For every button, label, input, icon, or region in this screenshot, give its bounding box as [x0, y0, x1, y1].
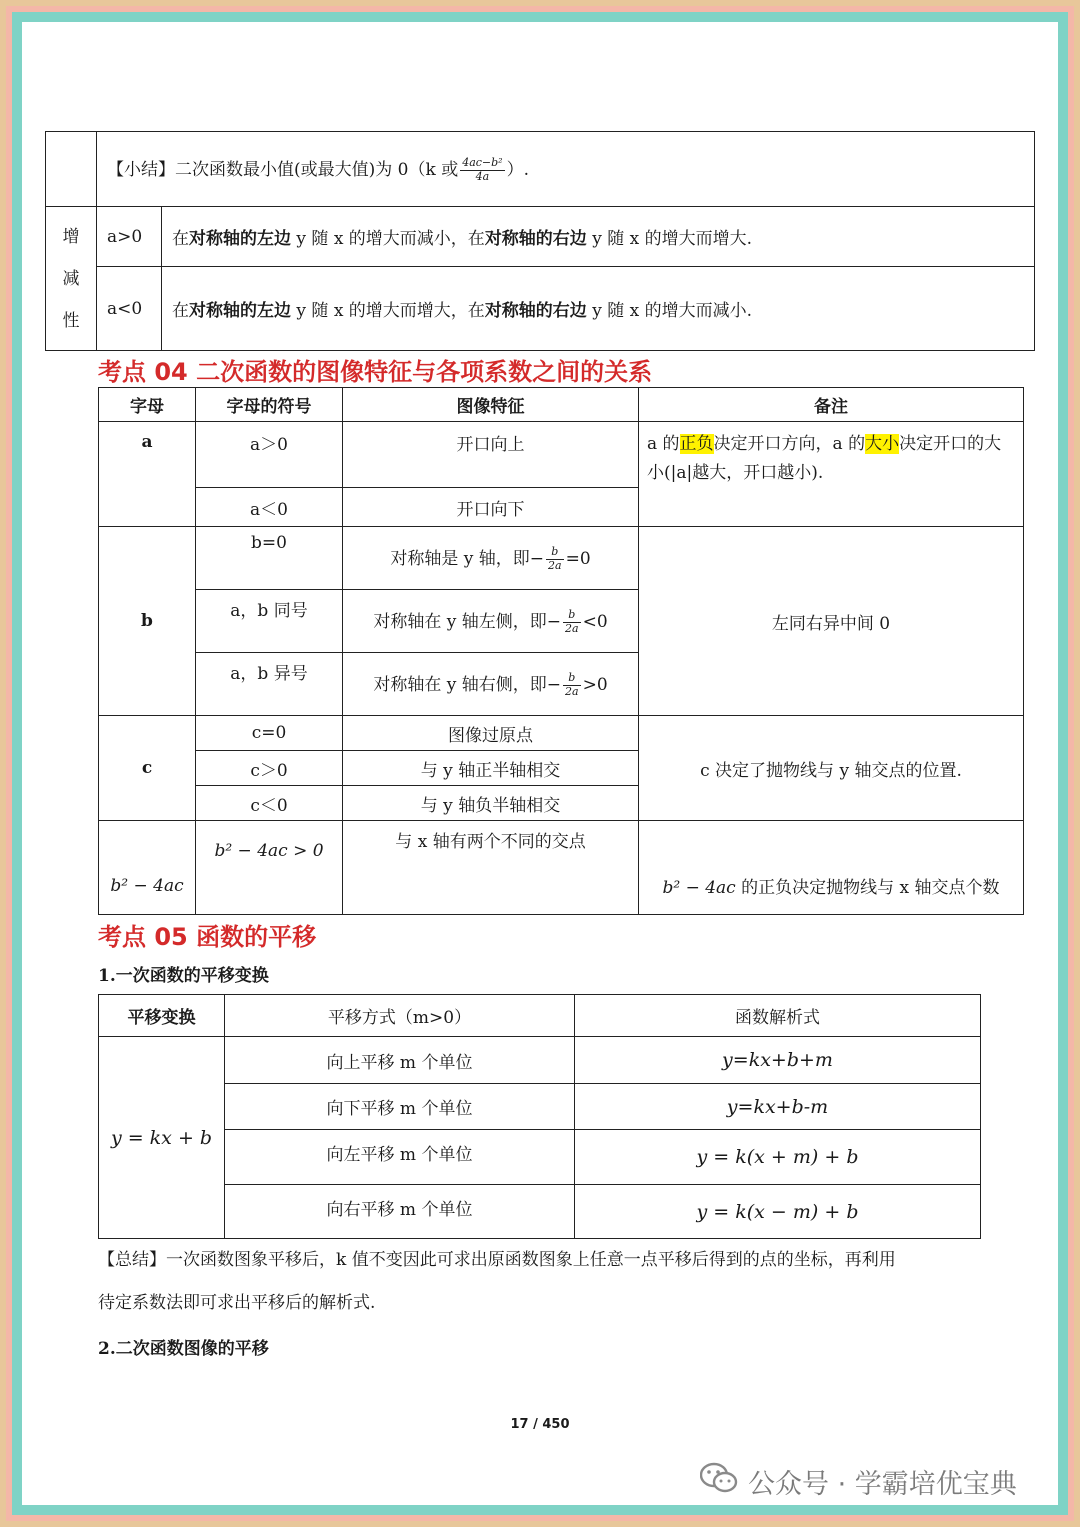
summary-fraction [460, 157, 504, 183]
way-cell: 向右平移 m 个单位 [225, 1185, 575, 1239]
formula-cell: y=kx+b-m [575, 1084, 981, 1130]
monotonic-text: 在对称轴的左边 y 随 x 的增大而增大，在对称轴的右边 y 随 x 的增大而减小. [162, 267, 1035, 351]
col-header: 备注 [639, 388, 1024, 422]
col-header: 字母 [99, 388, 196, 422]
sign-cell: c=0 [196, 716, 343, 751]
note-b: 左同右异中间 0 [639, 527, 1024, 716]
feature-cell: 开口向上 [343, 422, 639, 488]
section04-heading: 考点 04 二次函数的图像特征与各项系数之间的关系 [98, 358, 653, 386]
col-header: 图像特征 [343, 388, 639, 422]
summary-frac-num: 4ac−b² [462, 156, 503, 170]
summary-cell [97, 132, 1035, 207]
feature-cell: 对称轴在 y 轴左侧，即− $\frac{b}{2a}$ <0 [343, 590, 639, 653]
subheading-quadratic-shift: 2.二次函数图像的平移 [98, 1339, 269, 1359]
table-header-row [99, 995, 981, 1037]
table-row [99, 1130, 981, 1185]
page-number: 17 / 450 [510, 1417, 570, 1432]
section05-heading: 考点 05 函数的平移 [98, 923, 317, 951]
watermark-text: 公众号 · 学霸培优宝典 [748, 1469, 1017, 1500]
monotonic-cond: a<0 [97, 267, 162, 351]
table-row [99, 1185, 981, 1239]
feature-cell: 与 x 轴有两个不同的交点 [343, 821, 639, 915]
sign-cell: c＞0 [196, 751, 343, 786]
letter-b: b [99, 527, 196, 716]
monotonic-row-2 [46, 267, 1035, 351]
note-a: a 的正负决定开口方向，a 的大小决定开口的大小(|a|越大，开口越小). [639, 422, 1024, 527]
wechat-icon [700, 1462, 738, 1501]
monotonic-text: 在对称轴的左边 y 随 x 的增大而减小，在对称轴的右边 y 随 x 的增大而增大. [162, 207, 1035, 267]
note-discriminant: b² − 4ac 的正负决定抛物线与 x 轴交点个数 [639, 821, 1024, 915]
summary-line-1: 【总结】一次函数图象平移后，k 值不变因此可求出原函数图象上任意一点平移后得到的点的坐标，再利用 [98, 1250, 896, 1270]
feature-cell: 图像过原点 [343, 716, 639, 751]
col-header: 平移变换 [99, 995, 225, 1037]
sign-cell: b² − 4ac > 0 [196, 821, 343, 915]
col-header: 平移方式（m>0） [225, 995, 575, 1037]
way-cell: 向上平移 m 个单位 [225, 1037, 575, 1084]
formula-cell: y = k(x + m) + b [575, 1130, 981, 1185]
table-row [99, 821, 1024, 915]
b-fraction: $\frac{b}{2a}$ [565, 671, 579, 698]
feature-cell: 对称轴是 y 轴，即− $\frac{b}{2a}$ =0 [343, 527, 639, 590]
watermark [700, 1462, 1017, 1501]
feature-cell: 开口向下 [343, 488, 639, 527]
table-row [99, 527, 1024, 590]
summary-monotonic-table [45, 131, 1035, 351]
sign-cell: a，b 异号 [196, 653, 343, 716]
sign-cell: a，b 同号 [196, 590, 343, 653]
empty-cell [46, 132, 97, 207]
letter-discriminant: b² − 4ac [99, 821, 196, 915]
feature-cell: 与 y 轴负半轴相交 [343, 786, 639, 821]
subheading-linear-shift: 1.一次函数的平移变换 [98, 966, 269, 986]
table-header-row [99, 388, 1024, 422]
table-row [99, 716, 1024, 751]
letter-a: a [99, 422, 196, 527]
summary-row [46, 132, 1035, 207]
sign-cell: a＞0 [196, 422, 343, 488]
monotonic-cond: a>0 [97, 207, 162, 267]
col-header: 字母的符号 [196, 388, 343, 422]
monotonic-label: 增 减 性 [46, 207, 97, 351]
feature-cell: 与 y 轴正半轴相交 [343, 751, 639, 786]
sign-cell: c＜0 [196, 786, 343, 821]
col-header: 函数解析式 [575, 995, 981, 1037]
original-function: y = kx + b [99, 1037, 225, 1239]
table-row [99, 1037, 981, 1084]
translation-table [98, 994, 981, 1239]
summary-frac-den: 4a [475, 169, 490, 183]
b-fraction: $\frac{b}{2a}$ [565, 608, 579, 635]
sign-cell: a＜0 [196, 488, 343, 527]
formula-cell: y = k(x − m) + b [575, 1185, 981, 1239]
way-cell: 向下平移 m 个单位 [225, 1084, 575, 1130]
letter-c: c [99, 716, 196, 821]
summary-suffix: ）. [506, 159, 529, 180]
summary-prefix: 【小结】二次函数最小值(或最大值)为 0（k 或 [107, 159, 459, 180]
table-row [99, 1084, 981, 1130]
table-row [99, 422, 1024, 488]
b-fraction: $\frac{b}{2a}$ [548, 545, 562, 572]
feature-cell: 对称轴在 y 轴右侧，即− $\frac{b}{2a}$ >0 [343, 653, 639, 716]
coefficient-table [98, 387, 1024, 915]
sign-cell: b=0 [196, 527, 343, 590]
way-cell: 向左平移 m 个单位 [225, 1130, 575, 1185]
summary-line-2: 待定系数法即可求出平移后的解析式. [98, 1293, 376, 1313]
monotonic-row-1 [46, 207, 1035, 267]
note-c: c 决定了抛物线与 y 轴交点的位置. [639, 716, 1024, 821]
formula-cell: y=kx+b+m [575, 1037, 981, 1084]
